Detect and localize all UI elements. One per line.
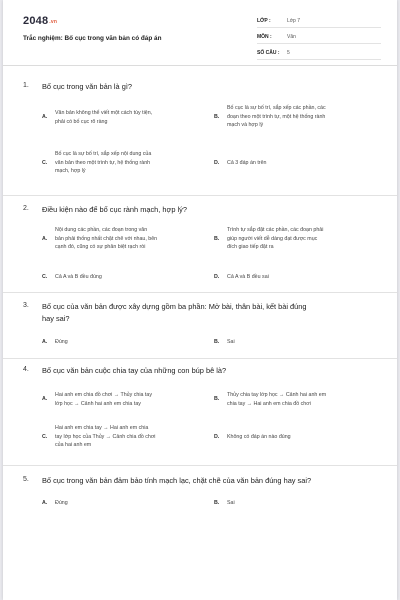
- question-number: 4.: [23, 366, 29, 373]
- divider: [3, 465, 397, 466]
- question-number: 2.: [23, 205, 29, 212]
- divider: [3, 358, 397, 359]
- document-header: [3, 0, 397, 66]
- divider: [3, 195, 397, 196]
- question-text: Bố cục trong văn bản đảm bảo tính mạch lạc, chặt chẽ của văn bản đúng hay sai?: [42, 476, 312, 485]
- question-number: 3.: [23, 302, 29, 309]
- question-text: Bố cục văn bản cuộc chia tay của những con búp bê là?: [42, 366, 227, 375]
- meta-question-count: SỐ CÂU : 5: [257, 46, 381, 60]
- site-logo[interactable]: 2048.vn: [23, 15, 58, 27]
- question-text: Bố cục trong văn bản là gì?: [42, 82, 132, 91]
- question-text: Điều kiện nào để bố cục rành mạch, hợp lý?: [42, 205, 187, 214]
- document-page: 2048.vn Trắc nghiệm: Bố cục trong văn bản có đáp án LỚP : Lớp 7 MÔN : Văn SỐ CÂU : 5 1. Bố cục trong văn bản là gì? A. Văn bản không thể viết một cách tùy tiện, phải có bố cục rõ ràng B. Bố cục là sự bố trí, sắp xếp các phần, các đoạn theo một trình tự, một hệ thống rành mạch và hợp lý C. Bố cục là sự bố trí, sắp xếp nội dung của văn bản theo một trình tự, hệ thống rành mạch, hợp lý D. Cả 3 đáp án trên 2. Điều kiện nào để bố cục rành mạch, hợp lý? A. Nội dung các phần, các đoạn trong văn bản phải thống nhất chặt chẽ với nhau, bên cạnh đó, cũng có sự phân biệt rạch ròi B. Trình tự sắp đặt các phần, các đoạn phải giúp người viết dễ dàng đạt được mục đích giao tiếp đặt ra C. Cả A và B đều đúng D. Cả A và B đều sai 3. Bố cục của văn bản được xây dựng gồm ba phần: Mở bài, thân bài, kết bài đúng hay sai? A. Đúng B. Sai 4. Bố cục văn bản cuộc chia tay của những con búp bê là? A. Hai anh em chia đồ chơi → Thủy chia tay lớp học → Cảnh hai anh em chia tay B. Thủy chia tay lớp học → Cảnh hai anh em chia tay → Hai anh em chia đồ chơi C. Hai anh em chia tay → Hai anh em chia tay lớp học của Thủy → Cảnh chia đồ chơi của hai anh em D. Không có đáp án nào đúng 5. Bố cục trong văn bản đảm bảo tính mạch lạc, chặt chẽ của văn bản đúng hay sai? A. Đúng B. Sai: [3, 0, 397, 600]
- meta-subject: MÔN : Văn: [257, 30, 381, 44]
- divider: [3, 292, 397, 293]
- question-text: Bố cục của văn bản được xây dựng gồm ba phần: Mở bài, thân bài, kết bài đúng hay sai?: [42, 302, 307, 323]
- question-number: 1.: [23, 82, 29, 89]
- question-number: 5.: [23, 476, 29, 483]
- meta-grade: LỚP : Lớp 7: [257, 14, 381, 28]
- quiz-title: Trắc nghiệm: Bố cục trong văn bản có đáp án: [23, 35, 162, 42]
